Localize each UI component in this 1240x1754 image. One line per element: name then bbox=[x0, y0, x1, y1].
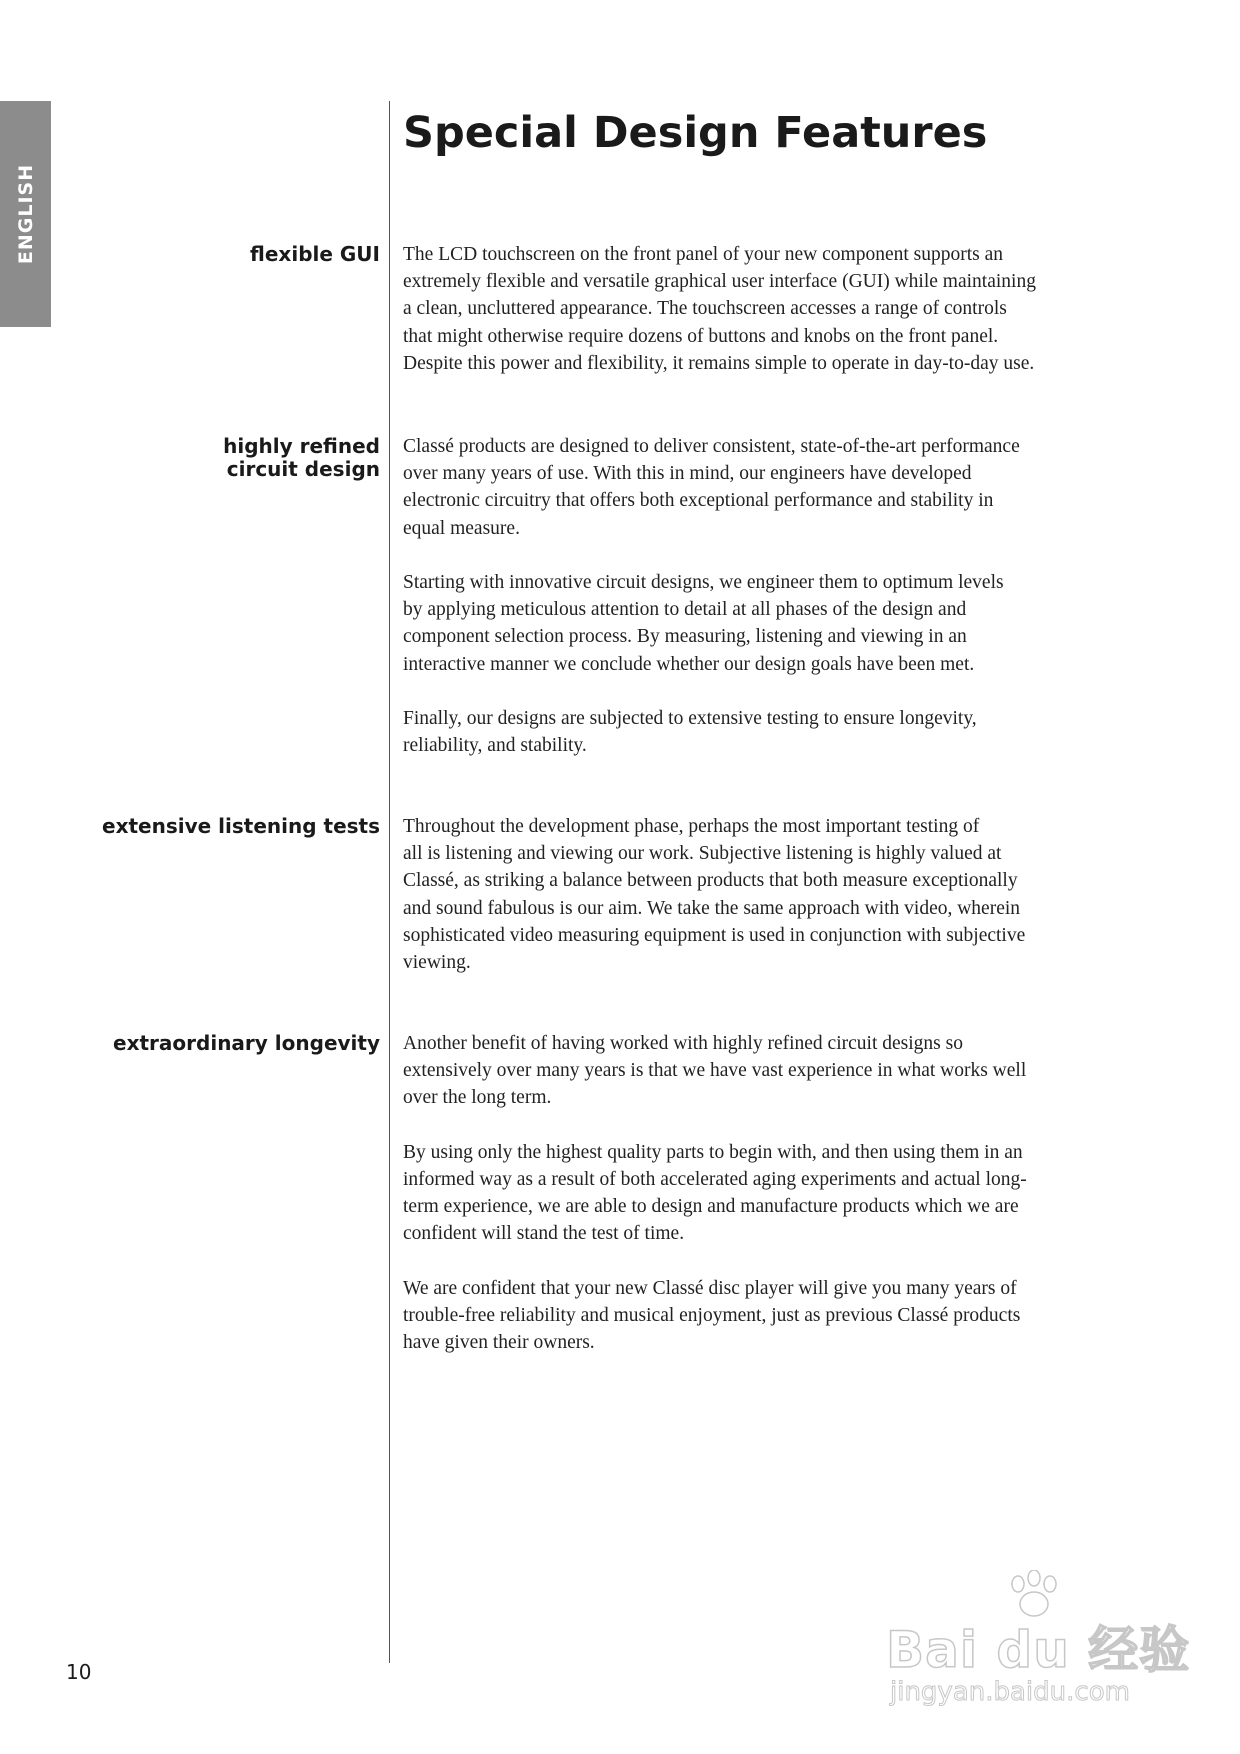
section-label-listening-tests bbox=[20, 815, 380, 838]
section-label-circuit-design bbox=[20, 435, 380, 481]
paragraph: Another benefit of having worked with highly refined circuit designs so extensively over many years is that we have vast experience in what works well over the long term. bbox=[403, 1033, 1027, 1109]
watermark-url: jingyan.baidu.com bbox=[890, 1677, 1130, 1707]
column-divider bbox=[389, 101, 390, 1663]
paragraph: Starting with innovative circuit designs, we engineer them to optimum levels by applying meticulous attention to detail at all phases of the design and component selection process. By measuring, listening and viewing in an interactive manner we conclude whether our design goals have been met. bbox=[403, 572, 1004, 675]
watermark-brand: Bai du 经验 bbox=[886, 1621, 1191, 1679]
section-body-longevity bbox=[403, 1030, 1148, 1356]
paragraph: Finally, our designs are subjected to extensive testing to ensure longevity, reliability, and stability. bbox=[403, 708, 977, 757]
paragraph: We are confident that your new Classé disc player will give you many years of trouble-free reliability and musical enjoyment, just as previous Classé products have given their owners. bbox=[403, 1277, 1021, 1354]
baidu-watermark bbox=[878, 1570, 1191, 1720]
paragraph: Throughout the development phase, perhaps the most important testing of all is listening and viewing our work. Subjective listening is highly valued at Classé, as striking a balance between products that both measure exceptionally and sound fabulous is our aim. We take the same approach with video, wherein sophisticated video measuring equipment is used in conjunction with subjective viewing. bbox=[403, 816, 1026, 974]
paragraph: By using only the highest quality parts to begin with, and then using them in an informed way as a result of both accelerated aging experiments and actual long- term experience, we are able to design and manufacture products which we are confident will stand the test of time. bbox=[403, 1141, 1027, 1245]
section-label-line: highly refined bbox=[223, 434, 380, 458]
paragraph: Classé products are designed to deliver consistent, state-of-the-art performance over many years of use. With this in mind, our engineers have developed electronic circuitry that offers both exceptional performance and stability in equal measure. bbox=[403, 436, 1020, 539]
language-tab-label: ENGLISH bbox=[14, 163, 37, 265]
section-label-longevity bbox=[20, 1032, 380, 1055]
paragraph: The LCD touchscreen on the front panel of your new component supports an extremely flexible and versatile graphical user interface (GUI) while maintaining a clean, uncluttered appearance. The touchscreen accesses a range of controls that might otherwise require dozens of buttons and knobs on the front panel. Despite this power and flexibility, it remains simple to operate in day-to-day use. bbox=[403, 244, 1036, 374]
section-label-line: extraordinary longevity bbox=[113, 1031, 380, 1055]
section-body-listening-tests bbox=[403, 813, 1148, 976]
section-label-line: circuit design bbox=[226, 457, 380, 481]
page-title: Special Design Features bbox=[403, 108, 988, 158]
section-body-circuit-design bbox=[403, 433, 1148, 759]
section-label-flexible-gui bbox=[20, 243, 380, 266]
section-label-line: extensive listening tests bbox=[102, 814, 380, 838]
language-tab bbox=[0, 101, 51, 327]
section-body-flexible-gui bbox=[403, 241, 1148, 377]
page-number: 10 bbox=[66, 1660, 92, 1684]
section-label-line: flexible GUI bbox=[250, 242, 380, 266]
